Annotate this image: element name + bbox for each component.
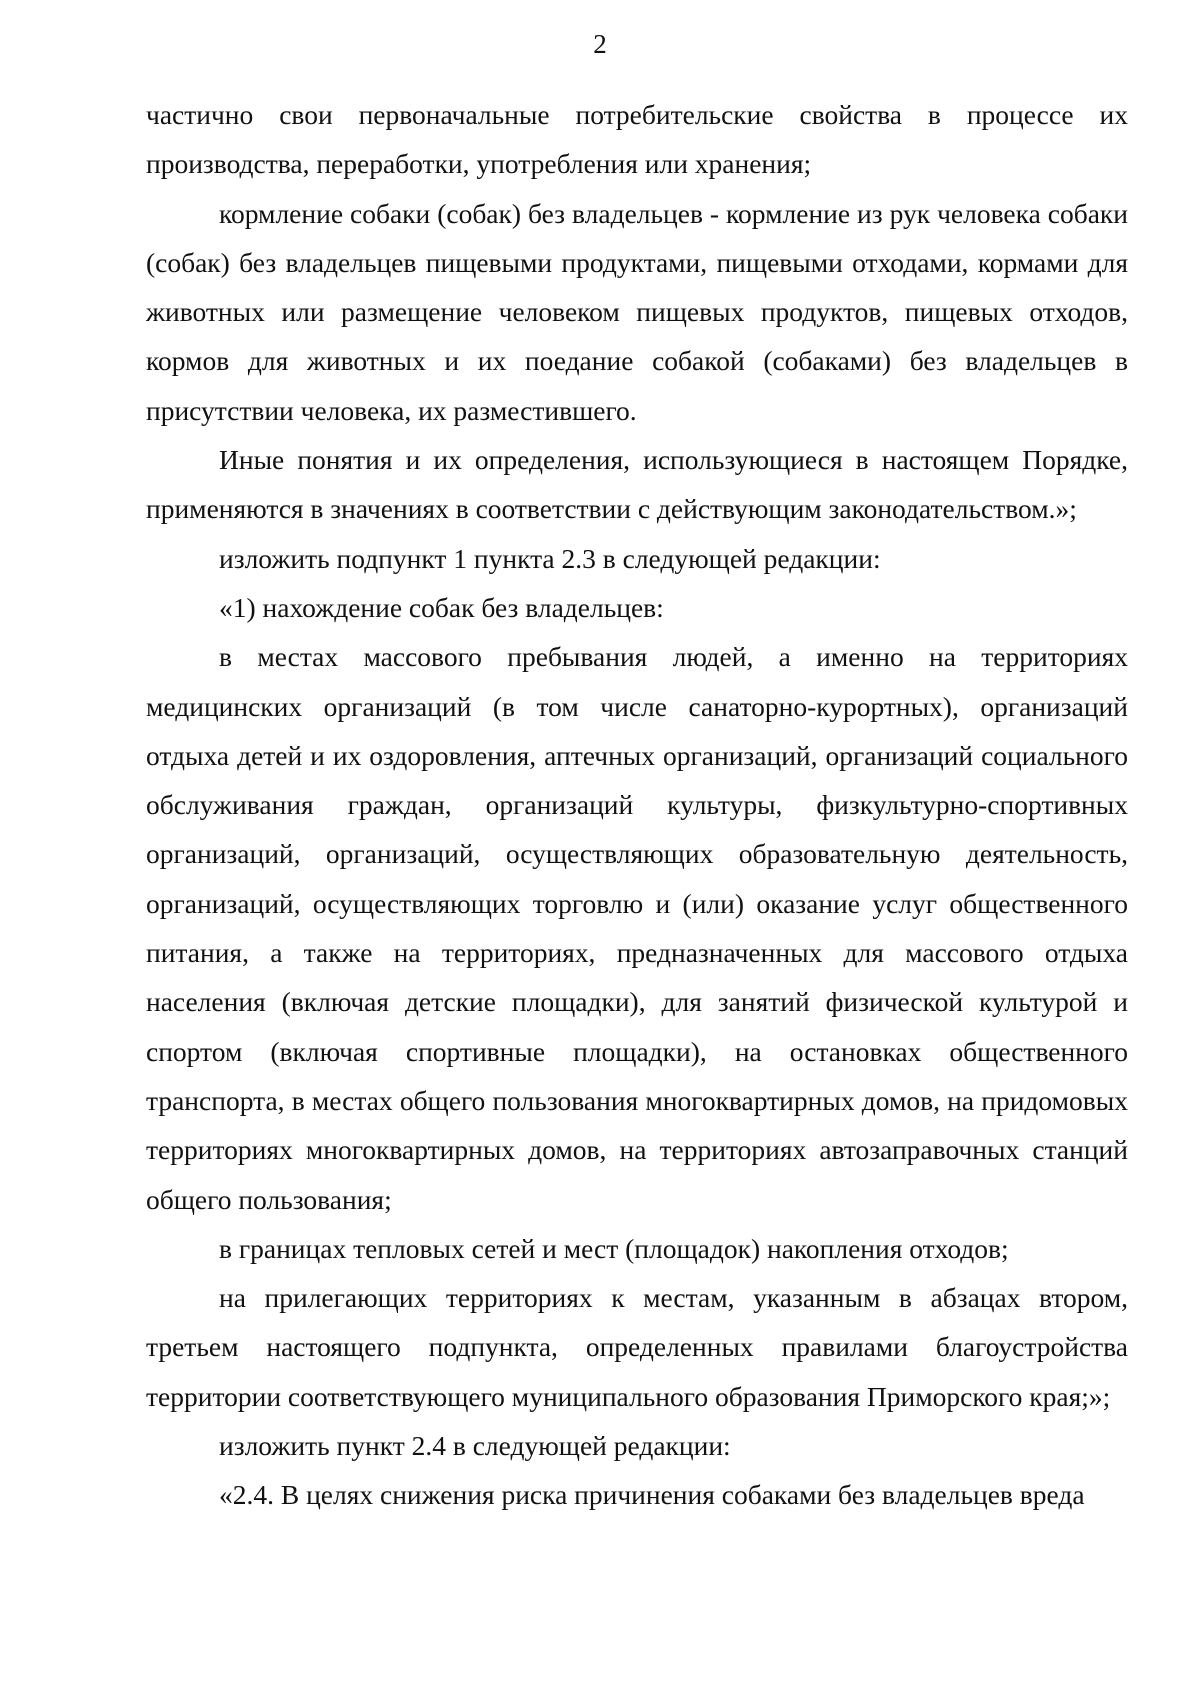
document-body — [146, 90, 1128, 1520]
paragraph-other-terms: Иные понятия и их определения, использующиеся в настоящем Порядке, применяются в значениях в соответствии с действующим законодательством.»; — [146, 444, 1128, 525]
paragraph-heat-networks: в границах тепловых сетей и мест (площадок) накопления отходов; — [219, 1232, 1009, 1264]
paragraph-2-4-start: «2.4. В целях снижения риска причинения собаками без владельцев вреда — [219, 1479, 1085, 1511]
paragraph-continuation: частично свои первоначальные потребительские свойства в процессе их производства, переработки, употребления или хранения; — [146, 99, 1128, 180]
paragraph-amend-2-3: изложить подпункт 1 пункта 2.3 в следующей редакции: — [219, 542, 881, 574]
page-number: 2 — [593, 29, 607, 59]
paragraph-subitem-1: «1) нахождение собак без владельцев: — [219, 591, 664, 623]
paragraph-feeding-definition: кормление собаки (собак) без владельцев - кормление из рук человека собаки (собак) без владельцев пищевыми продуктами, пищевыми отходами, кормами для животных или размещение человеком пищевых продуктов, пищевых отходов, кормов для животных и их поедание собакой (собаками) без владельцев в присутствии человека, их разместившего. — [146, 197, 1128, 426]
paragraph-mass-places: в местах массового пребывания людей, а именно на территориях медицинских организаций (в том числе санаторно-курортных), организаций отдыха детей и их оздоровления, аптечных организаций, организаций социального обслуживания граждан, организаций культуры, физкультурно-спортивных организаций, организаций, осуществляющих образовательную деятельность, организаций, осуществляющих торговлю и (или) оказание услуг общественного питания, а также на территориях, предназначенных для массового отдыха населения (включая детские площадки), для занятий физической культурой и спортом (включая спортивные площадки), на остановках общественного транспорта, в местах общего пользования многоквартирных домов, на придомовых территориях многоквартирных домов, на территориях автозаправочных станций общего пользования; — [146, 641, 1128, 1215]
paragraph-amend-2-4: изложить пункт 2.4 в следующей редакции: — [219, 1430, 731, 1462]
paragraph-adjacent-territories: на прилегающих территориях к местам, указанным в абзацах втором, третьем настоящего подпункта, определенных правилами благоустройства территории соответствующего муниципального образования Приморского края;»; — [146, 1282, 1128, 1412]
